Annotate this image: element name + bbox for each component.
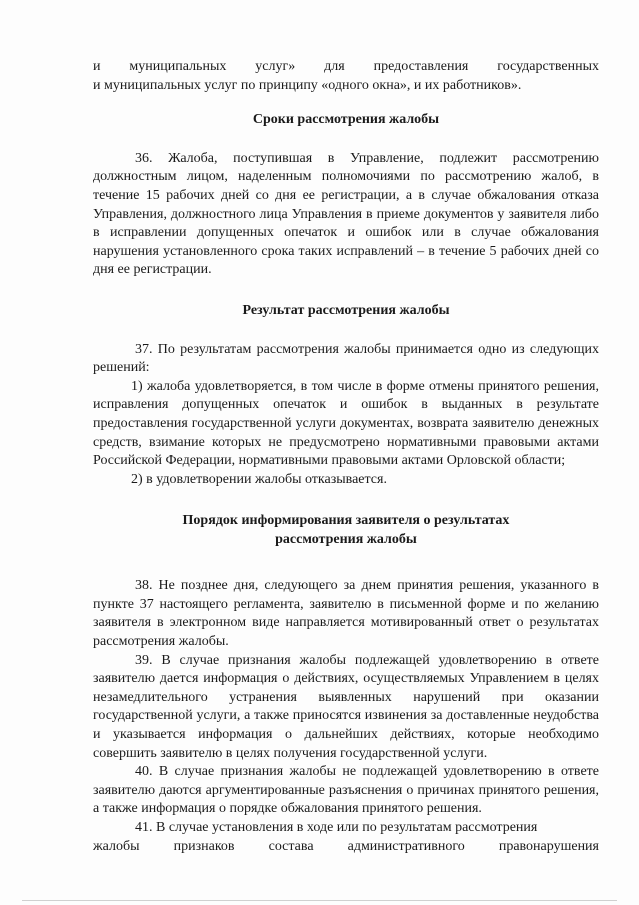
paragraph-41-line-2: жалобы признаков состава административного правонарушения xyxy=(93,838,599,854)
paragraph-41-line-1: 41. В случае установления в ходе или по результатам рассмотрения xyxy=(135,820,538,835)
paragraph-39: 39. В случае признания жалобы подлежащей удовлетворению в ответе заявителю дается информация о действиях, осуществляемых Управлением в целях незамедлительного устранения выявленных нарушений при оказании государственной услуги, а также приносятся извинения за доставленные неудобства и указывается информация о дальнейших действиях, которые необходимо совершить заявителю в целях получения государственной услуги. xyxy=(93,652,599,761)
paragraph-36: 36. Жалоба, поступившая в Управление, подлежит рассмотрению должностным лицом, наделенным полномочиями по рассмотрению жалоб, в течение 15 рабочих дней со дня ее регистрации, а в случае обжалования отказа Управления, должностного лица Управления в приеме документов у заявителя либо в исправлении допущенных опечаток и ошибок или в случае обжалования нарушения установленного срока таких исправлений – в течение 5 рабочих дней со дня ее регистрации. xyxy=(93,150,599,278)
page-bottom-edge xyxy=(22,900,617,901)
heading-informing-applicant xyxy=(93,511,599,549)
paragraph-38: 38. Не позднее дня, следующего за днем принятия решения, указанного в пункте 37 настоящего регламента, заявителю в письменной форме и по желанию заявителя в электронном виде направляется мотивированный ответ о результатах рассмотрения жалобы. xyxy=(93,578,599,650)
heading-review-terms: Сроки рассмотрения жалобы xyxy=(252,112,440,128)
paragraph-40: 40. В случае признания жалобы не подлежащей удовлетворению в ответе заявителю даются аргументированные разъяснения о причинах принятого решения, а также информация о порядке обжалования принятого решения. xyxy=(93,764,599,817)
result-option-2: 2) в удовлетворении жалобы отказывается. xyxy=(131,471,387,487)
heading-informing-line-2: рассмотрения жалобы xyxy=(275,532,417,548)
result-option-1: 1) жалоба удовлетворяется, в том числе в форме отмены принятого решения, исправления допущенных опечаток и ошибок в выданных в результате предоставления государственной услуги документах, возврата заявителю денежных средств, взимание которых не предусмотрено нормативными правовыми актами Российской Федерации, нормативными правовыми актами Орловской области; xyxy=(93,378,599,469)
paragraph-37: 37. По результатам рассмотрения жалобы принимается одно из следующих решений: xyxy=(93,341,599,376)
heading-informing-line-1: Порядок информирования заявителя о результатах xyxy=(182,513,510,529)
heading-review-result: Результат рассмотрения жалобы xyxy=(242,302,450,318)
document-body xyxy=(93,58,599,856)
intro-line-2: и муниципальных услуг по принципу «одного окна», и их работников». xyxy=(93,77,522,93)
intro-line-1: и муниципальных услуг» для предоставления государственных xyxy=(93,59,599,74)
